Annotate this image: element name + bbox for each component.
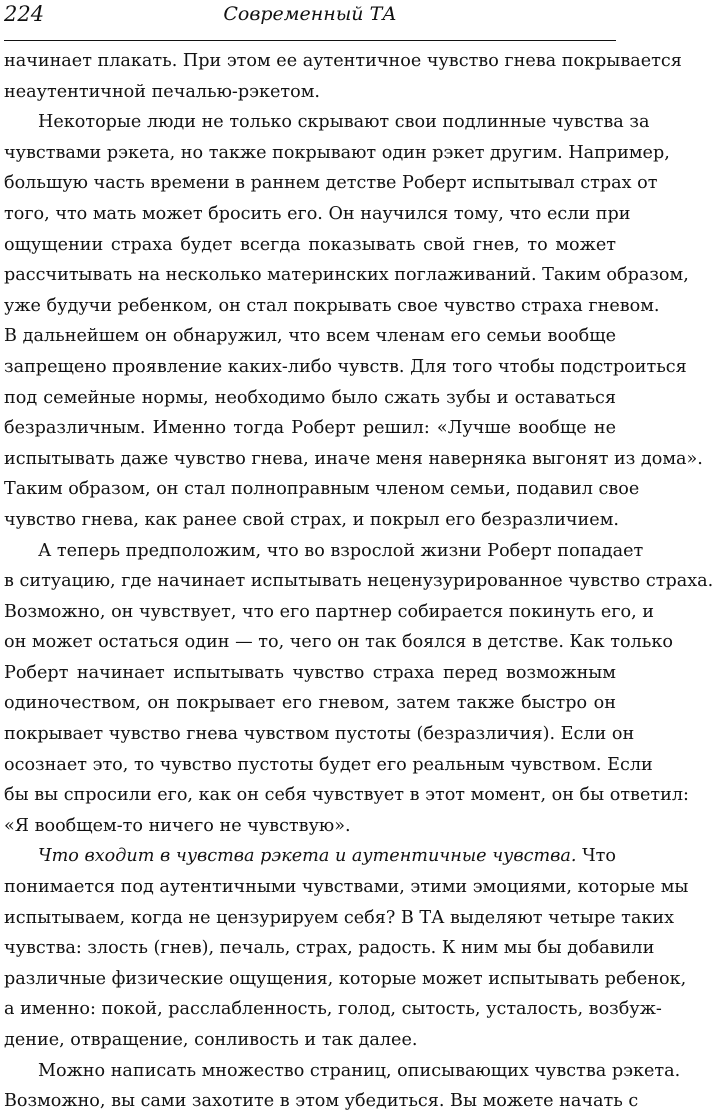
line-text: начинает плакать. При этом ее аутентичное чувство гнева покрывается bbox=[4, 51, 682, 71]
line-text: одиночеством, он покрывает его гневом, затем также быстро он bbox=[4, 693, 616, 714]
body-text bbox=[4, 46, 713, 1117]
line-text: того, что мать может бросить его. Он научился тому, что если при bbox=[4, 203, 631, 224]
text-line bbox=[4, 658, 616, 689]
text-line bbox=[4, 811, 616, 842]
text-line bbox=[4, 138, 670, 169]
text-line bbox=[4, 107, 650, 138]
line-text: чувства: злость (гнев), печаль, страх, радость. К ним мы бы добавили bbox=[4, 938, 655, 959]
page-header bbox=[4, 0, 616, 41]
line-text: Возможно, вы сами захотите в этом убедиться. Вы можете начать с bbox=[4, 1091, 639, 1112]
text-line bbox=[4, 566, 713, 597]
line-text: в ситуацию, где начинает испытывать неценузурированное чувство страха. bbox=[4, 571, 713, 592]
line-text: неаутентичной печалью-рэкетом. bbox=[4, 81, 320, 102]
line-text: Некоторые люди не только скрывают свои подлинные чувства за bbox=[38, 112, 650, 133]
text-line bbox=[4, 46, 682, 77]
line-text: Таким образом, он стал полноправным членом семьи, подавил свое bbox=[4, 479, 640, 500]
text-line bbox=[4, 627, 673, 658]
italic-heading: Что входит в чувства рэкета и аутентичные чувства. bbox=[38, 846, 577, 867]
line-text: испытывать даже чувство гнева, иначе меня наверняка выгонят из дома». bbox=[4, 448, 703, 469]
text-line bbox=[4, 688, 616, 719]
line-text: осознает это, то чувство пустоты будет его реальным чувством. Если bbox=[4, 754, 653, 775]
text-line bbox=[4, 230, 616, 261]
line-text: он может остаться один — то, чего он так боялся в детстве. Как только bbox=[4, 632, 673, 653]
line-text: Возможно, он чувствует, что его партнер собирается покинуть его, и bbox=[4, 601, 654, 622]
text-line bbox=[4, 321, 616, 352]
line-text: ощущении страха будет всегда показывать свой гнев, то может bbox=[4, 234, 616, 255]
line-text: уже будучи ребенком, он стал покрывать свое чувство страха гневом. bbox=[4, 295, 660, 316]
line-text: покрывает чувство гнева чувством пустоты (безразличия). Если он bbox=[4, 724, 635, 745]
line-text: «Я вообщем-то ничего не чувствую». bbox=[4, 815, 351, 836]
text-line bbox=[4, 1086, 639, 1117]
line-text: рассчитывать на несколько материнских поглаживаний. Таким образом, bbox=[4, 265, 689, 286]
line-text: чувствами рэкета, но также покрывают один рэкет другим. Например, bbox=[4, 142, 670, 163]
text-line bbox=[4, 750, 653, 781]
line-text: под семейные нормы, необходимо было сжать зубы и оставаться bbox=[4, 387, 616, 408]
line-text: А теперь предположим, что во взрослой жизни Роберт попадает bbox=[38, 540, 644, 561]
line-text: Можно написать множество страниц, описывающих чувства рэкета. bbox=[38, 1060, 681, 1081]
text-line bbox=[4, 872, 689, 903]
text-line bbox=[4, 413, 616, 444]
line-text: Роберт начинает испытывать чувство страха перед возможным bbox=[4, 662, 616, 683]
text-line bbox=[4, 933, 655, 964]
text-line bbox=[4, 505, 619, 536]
text-line bbox=[4, 168, 658, 199]
text-line bbox=[4, 719, 635, 750]
line-text: различные физические ощущения, которые может испытывать ребенок, bbox=[4, 968, 687, 989]
text-line bbox=[4, 444, 703, 475]
text-line bbox=[4, 903, 675, 934]
text-line bbox=[4, 841, 616, 872]
line-text: понимается под аутентичными чувствами, этими эмоциями, которые мы bbox=[4, 877, 689, 898]
text-line bbox=[4, 536, 644, 567]
line-text: В дальнейшем он обнаружил, что всем членам его семьи вообще bbox=[4, 326, 616, 347]
text-line bbox=[4, 474, 640, 505]
line-text: а именно: покой, расслабленность, голод, сытость, усталость, возбуж- bbox=[4, 999, 662, 1020]
text-line bbox=[4, 352, 687, 383]
text-line bbox=[4, 291, 660, 322]
text-line bbox=[4, 1056, 681, 1087]
text-line bbox=[4, 780, 689, 811]
page-number: 224 bbox=[4, 2, 45, 26]
line-text: чувство гнева, как ранее свой страх, и покрыл его безразличием. bbox=[4, 509, 619, 530]
line-text: большую часть времени в раннем детстве Роберт испытывал страх от bbox=[4, 173, 658, 194]
text-line bbox=[4, 199, 631, 230]
line-text: дение, отвращение, сонливость и так далее. bbox=[4, 1030, 418, 1050]
text-line bbox=[4, 260, 689, 291]
text-line bbox=[4, 994, 662, 1025]
running-title: Современный ТА bbox=[223, 3, 397, 25]
line-text: запрещено проявление каких-либо чувств. Для того чтобы подстроиться bbox=[4, 356, 687, 377]
line-text: испытываем, когда не цензурируем себя? В ТА выделяют четыре таких bbox=[4, 907, 675, 928]
text-line bbox=[4, 597, 654, 628]
text-line bbox=[4, 77, 616, 108]
text-line bbox=[4, 1025, 616, 1056]
line-text: бы вы спросили его, как он себя чувствует в этот момент, он бы ответил: bbox=[4, 785, 689, 806]
text-line bbox=[4, 383, 616, 414]
line-text: Что bbox=[576, 846, 616, 867]
line-text: безразличным. Именно тогда Роберт решил: «Лучше вообще не bbox=[4, 418, 616, 439]
text-line bbox=[4, 964, 687, 995]
